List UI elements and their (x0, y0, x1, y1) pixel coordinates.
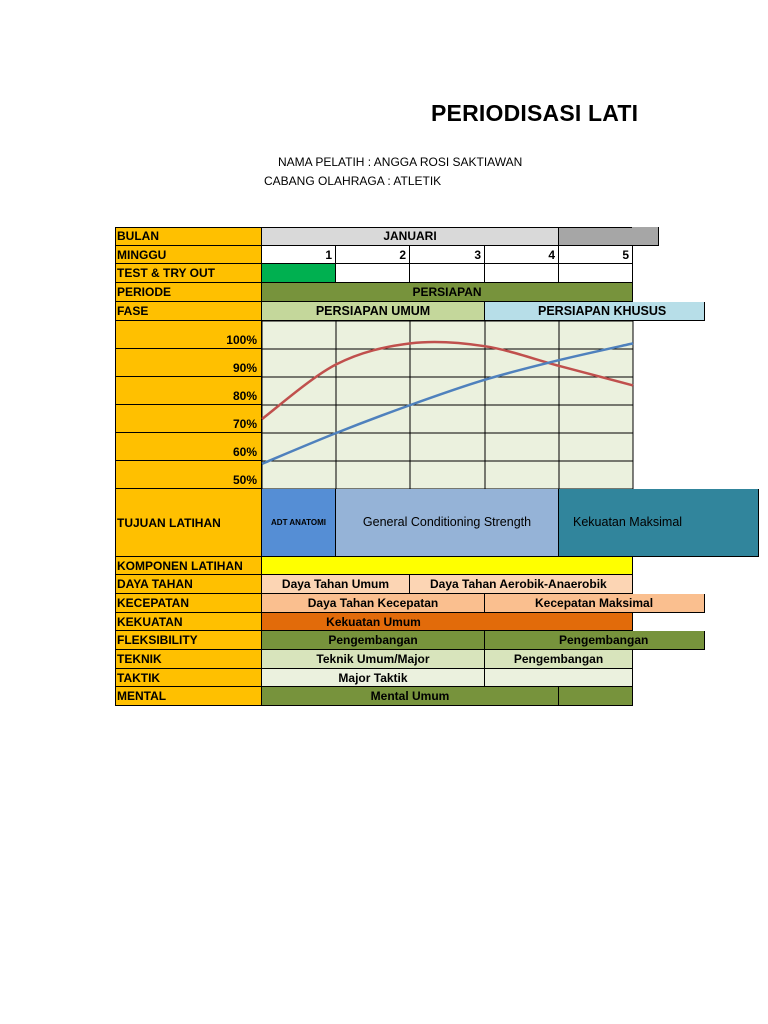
label-tujuan[interactable]: TUJUAN LATIHAN (115, 489, 262, 557)
taktik-major[interactable]: Major Taktik (262, 669, 485, 687)
label-taktik[interactable]: TAKTIK (115, 669, 262, 687)
series-line-intensity (262, 342, 633, 419)
kekuatan-umum[interactable] (262, 613, 633, 631)
week-5[interactable]: 5 (559, 246, 633, 264)
label-fleksibility[interactable]: FLEKSIBILITY (115, 631, 262, 650)
pct-100[interactable]: 100% (115, 321, 262, 349)
label-periode[interactable]: PERIODE (115, 283, 262, 302)
pct-70[interactable]: 70% (115, 405, 262, 433)
month-januari[interactable]: JANUARI (262, 227, 559, 246)
fase-persiapan-khusus[interactable]: PERSIAPAN KHUSUS (485, 302, 705, 321)
kecepatan-daya-tahan[interactable]: Daya Tahan Kecepatan (262, 594, 485, 613)
week-4[interactable]: 4 (485, 246, 559, 264)
coach-name: NAMA PELATIH : ANGGA ROSI SAKTIAWAN (278, 155, 523, 169)
label-mental[interactable]: MENTAL (115, 687, 262, 706)
pct-60[interactable]: 60% (115, 433, 262, 461)
pct-80[interactable]: 80% (115, 377, 262, 405)
kekuatan-umum-text: Kekuatan Umum (326, 614, 421, 629)
label-bulan[interactable]: BULAN (115, 227, 262, 246)
test-week-1[interactable] (262, 264, 336, 283)
komponen-latihan-bar[interactable] (262, 557, 633, 575)
label-kecepatan[interactable]: KECEPATAN (115, 594, 262, 613)
load-chart (262, 321, 633, 489)
test-week-2[interactable] (336, 264, 410, 283)
test-week-4[interactable] (485, 264, 559, 283)
label-daya-tahan[interactable]: DAYA TAHAN (115, 575, 262, 594)
test-week-5[interactable] (559, 264, 633, 283)
label-fase[interactable]: FASE (115, 302, 262, 321)
teknik-pengembangan[interactable]: Pengembangan (485, 650, 633, 669)
week-2[interactable]: 2 (336, 246, 410, 264)
series-line-volume (262, 343, 633, 463)
week-1[interactable]: 1 (262, 246, 336, 264)
pct-50[interactable]: 50% (115, 461, 262, 489)
tujuan-general-conditioning[interactable]: General Conditioning Strength (336, 489, 559, 557)
daya-tahan-umum[interactable]: Daya Tahan Umum (262, 575, 410, 594)
taktik-empty[interactable] (485, 669, 633, 687)
week-3[interactable]: 3 (410, 246, 485, 264)
tujuan-adt-anatomi[interactable]: ADT ANATOMI (262, 489, 336, 557)
label-komponen[interactable]: KOMPONEN LATIHAN (115, 557, 262, 575)
mental-next[interactable] (559, 687, 633, 706)
label-test[interactable]: TEST & TRY OUT (115, 264, 262, 283)
fase-persiapan-umum[interactable]: PERSIAPAN UMUM (262, 302, 485, 321)
periodization-table (115, 227, 683, 706)
tujuan-kekuatan-maksimal[interactable]: Kekuatan Maksimal (559, 489, 759, 557)
periode-persiapan[interactable]: PERSIAPAN (262, 283, 633, 302)
fleksibility-pengembangan-2[interactable]: Pengembangan (485, 631, 705, 650)
kecepatan-maksimal[interactable]: Kecepatan Maksimal (485, 594, 705, 613)
page-title: PERIODISASI LATI (431, 100, 639, 126)
teknik-umum-major[interactable]: Teknik Umum/Major (262, 650, 485, 669)
mental-umum[interactable]: Mental Umum (262, 687, 559, 706)
sport-name: CABANG OLAHRAGA : ATLETIK (264, 174, 442, 188)
label-kekuatan[interactable]: KEKUATAN (115, 613, 262, 631)
label-teknik[interactable]: TEKNIK (115, 650, 262, 669)
fleksibility-pengembangan-1[interactable]: Pengembangan (262, 631, 485, 650)
pct-90[interactable]: 90% (115, 349, 262, 377)
label-minggu[interactable]: MINGGU (115, 246, 262, 264)
test-week-3[interactable] (410, 264, 485, 283)
month-next[interactable] (559, 227, 659, 246)
daya-tahan-aerobik[interactable]: Daya Tahan Aerobik-Anaerobik (410, 575, 633, 594)
